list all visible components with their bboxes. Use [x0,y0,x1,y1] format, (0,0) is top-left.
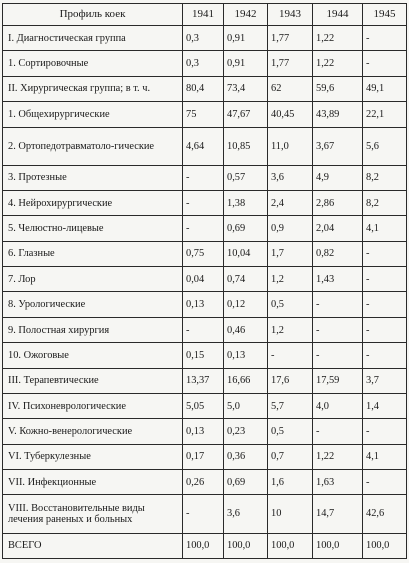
table-row [3,267,407,292]
cell-value-1945: 100,0 [363,533,407,559]
cell-value-1943: 0,5 [268,292,313,317]
cell-value-1945: - [363,267,407,292]
table-row [3,26,407,51]
row-label: 6. Глазные [3,241,183,266]
table-row [3,444,407,469]
cell-value-1945: 22,1 [363,102,407,127]
table-row [3,495,407,533]
table-row [3,533,407,559]
cell-value-1945: 5,6 [363,127,407,165]
table-row [3,165,407,190]
cell-value-1945: - [363,419,407,444]
cell-value-1942: 3,6 [224,495,268,533]
row-label: III. Терапевтические [3,368,183,393]
cell-value-1944: 1,22 [313,444,363,469]
cell-value-1941: 100,0 [183,533,224,559]
cell-value-1941: 4,64 [183,127,224,165]
cell-value-1945: - [363,343,407,368]
row-label: II. Хирургическая группа; в т. ч. [3,76,183,101]
cell-value-1943: 1,77 [268,51,313,76]
cell-value-1945: - [363,51,407,76]
table-body [3,26,407,559]
row-label: 1. Сортировочные [3,51,183,76]
table-row [3,292,407,317]
row-label: 2. Ортопедотравматоло-гические [3,127,183,165]
cell-value-1942: 0,36 [224,444,268,469]
cell-value-1943: 5,7 [268,393,313,418]
cell-value-1945: - [363,470,407,495]
cell-value-1944: 1,43 [313,267,363,292]
cell-value-1942: 0,69 [224,216,268,241]
row-label: ВСЕГО [3,533,183,559]
cell-value-1945: 8,2 [363,190,407,215]
table-row [3,241,407,266]
cell-value-1941: 75 [183,102,224,127]
table-row [3,393,407,418]
cell-value-1944: 59,6 [313,76,363,101]
header-year-1945: 1945 [363,4,407,26]
cell-value-1945: 4,1 [363,444,407,469]
cell-value-1941: - [183,216,224,241]
cell-value-1943: 1,2 [268,317,313,342]
cell-value-1944: 2,04 [313,216,363,241]
table-row [3,368,407,393]
header-year-1941: 1941 [183,4,224,26]
header-profile: Профиль коек [3,4,183,26]
cell-value-1945: - [363,292,407,317]
cell-value-1943: 62 [268,76,313,101]
cell-value-1944: - [313,419,363,444]
cell-value-1943: 1,2 [268,267,313,292]
row-label: I. Диагностическая группа [3,26,183,51]
table-row [3,51,407,76]
cell-value-1943: 0,5 [268,419,313,444]
row-label: 9. Полостная хирургия [3,317,183,342]
cell-value-1942: 0,13 [224,343,268,368]
cell-value-1943: - [268,343,313,368]
cell-value-1941: 0,3 [183,26,224,51]
cell-value-1943: 100,0 [268,533,313,559]
cell-value-1944: 1,22 [313,51,363,76]
cell-value-1942: 0,69 [224,470,268,495]
cell-value-1944: 3,67 [313,127,363,165]
cell-value-1944: 4,9 [313,165,363,190]
table-row [3,317,407,342]
cell-value-1942: 10,85 [224,127,268,165]
cell-value-1943: 40,45 [268,102,313,127]
header-year-1943: 1943 [268,4,313,26]
cell-value-1944: 17,59 [313,368,363,393]
cell-value-1941: 0,04 [183,267,224,292]
table-row [3,343,407,368]
cell-value-1944: 14,7 [313,495,363,533]
cell-value-1941: 0,75 [183,241,224,266]
row-label: 7. Лор [3,267,183,292]
bed-profile-table [2,3,407,559]
cell-value-1945: 1,4 [363,393,407,418]
table-row [3,419,407,444]
cell-value-1943: 1,77 [268,26,313,51]
cell-value-1943: 3,6 [268,165,313,190]
cell-value-1941: 13,37 [183,368,224,393]
cell-value-1941: 0,3 [183,51,224,76]
row-label: 1. Общехирургические [3,102,183,127]
cell-value-1943: 17,6 [268,368,313,393]
cell-value-1942: 100,0 [224,533,268,559]
cell-value-1943: 0,7 [268,444,313,469]
cell-value-1942: 0,57 [224,165,268,190]
table-row [3,190,407,215]
cell-value-1944: 4,0 [313,393,363,418]
cell-value-1944: 0,82 [313,241,363,266]
header-year-1942: 1942 [224,4,268,26]
table-row [3,127,407,165]
cell-value-1942: 0,91 [224,51,268,76]
row-label: 8. Урологические [3,292,183,317]
cell-value-1942: 1,38 [224,190,268,215]
cell-value-1941: 80,4 [183,76,224,101]
cell-value-1942: 0,46 [224,317,268,342]
cell-value-1944: - [313,343,363,368]
cell-value-1942: 0,23 [224,419,268,444]
cell-value-1943: 10 [268,495,313,533]
table-header-row [3,4,407,26]
table-row [3,216,407,241]
cell-value-1942: 0,91 [224,26,268,51]
cell-value-1941: - [183,190,224,215]
cell-value-1944: 1,22 [313,26,363,51]
cell-value-1941: - [183,317,224,342]
cell-value-1942: 73,4 [224,76,268,101]
cell-value-1945: - [363,26,407,51]
header-year-1944: 1944 [313,4,363,26]
cell-value-1945: 3,7 [363,368,407,393]
cell-value-1944: 43,89 [313,102,363,127]
cell-value-1941: 5,05 [183,393,224,418]
cell-value-1941: - [183,165,224,190]
row-label: IV. Психоневрологические [3,393,183,418]
cell-value-1941: 0,26 [183,470,224,495]
cell-value-1945: 4,1 [363,216,407,241]
cell-value-1945: - [363,317,407,342]
row-label: 4. Нейрохирургические [3,190,183,215]
cell-value-1942: 5,0 [224,393,268,418]
cell-value-1942: 0,12 [224,292,268,317]
row-label: 3. Протезные [3,165,183,190]
cell-value-1941: 0,13 [183,419,224,444]
cell-value-1943: 1,6 [268,470,313,495]
cell-value-1944: - [313,292,363,317]
cell-value-1942: 10,04 [224,241,268,266]
cell-value-1944: - [313,317,363,342]
cell-value-1942: 47,67 [224,102,268,127]
table-row [3,76,407,101]
cell-value-1943: 1,7 [268,241,313,266]
row-label: 5. Челюстно-лицевые [3,216,183,241]
cell-value-1945: 49,1 [363,76,407,101]
row-label: VIII. Восстановительные виды лечения раненых и больных [3,495,183,533]
cell-value-1944: 1,63 [313,470,363,495]
cell-value-1941: - [183,495,224,533]
cell-value-1941: 0,17 [183,444,224,469]
cell-value-1942: 16,66 [224,368,268,393]
row-label: VII. Инфекционные [3,470,183,495]
cell-value-1941: 0,13 [183,292,224,317]
cell-value-1943: 11,0 [268,127,313,165]
table-row [3,470,407,495]
row-label: V. Кожно-венерологические [3,419,183,444]
cell-value-1945: 42,6 [363,495,407,533]
cell-value-1945: 8,2 [363,165,407,190]
cell-value-1942: 0,74 [224,267,268,292]
cell-value-1945: - [363,241,407,266]
cell-value-1944: 2,86 [313,190,363,215]
row-label: 10. Ожоговые [3,343,183,368]
cell-value-1943: 2,4 [268,190,313,215]
cell-value-1941: 0,15 [183,343,224,368]
cell-value-1944: 100,0 [313,533,363,559]
table-row [3,102,407,127]
cell-value-1943: 0,9 [268,216,313,241]
row-label: VI. Туберкулезные [3,444,183,469]
